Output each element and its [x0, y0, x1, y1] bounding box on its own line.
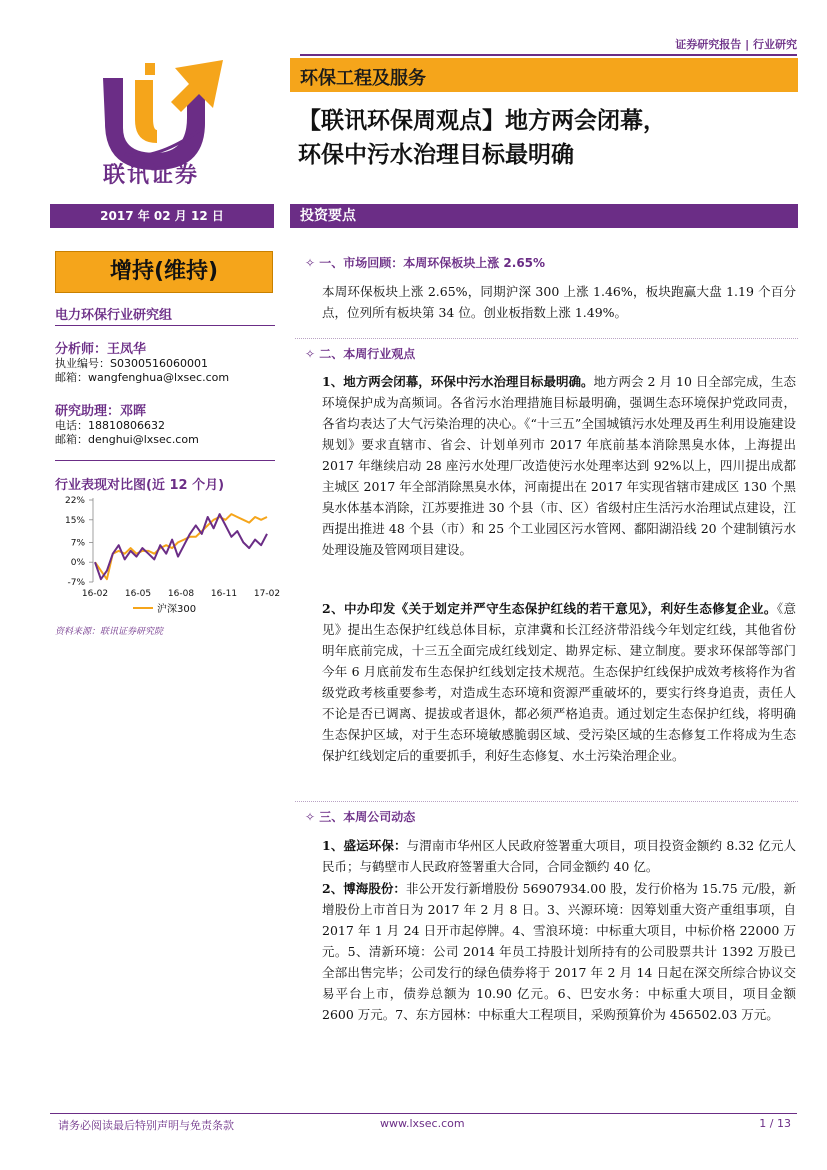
title-line-2: 环保中污水治理目标最明确 — [298, 142, 574, 168]
series-line-sector — [95, 514, 267, 579]
assistant-email[interactable]: 邮箱：denghui@lxsec.com — [55, 433, 199, 446]
section-3-paragraph-2 — [322, 878, 796, 1025]
x-tick-label: 17-02 — [253, 589, 281, 599]
section-2-point-2-text: 《意见》提出生态保护红线总体目标，京津冀和长江经济带沿线今年划定红线，其他省份明年底前完成，十三五全面完成红线划定、勘界定标、建立制度。要求环保部等部门今年 6 月底前发布生态保护红线划定技术规范。生态保护红线保护成效考核将作为省级党政考核重要参考，对造成生态环境和资源严重破坏的，要实行终身追责，责任人不论是否已调离、提拔或者退休，都必须严格追责。通过划定生态保护红线，将明确生态保护区域，对于生态环境敏感脆弱区域、受污染区域的生态修复工作将成为生态保护红线划定后的重要抓手，利好生态修复、水土污染治理企业。 — [322, 601, 796, 763]
section-3-heading: ✧ 三、本周公司动态 — [305, 810, 416, 824]
key-points-label: 投资要点 — [300, 208, 356, 224]
section-divider-2 — [295, 801, 798, 802]
footer-divider — [50, 1113, 797, 1114]
footer-website[interactable]: www.lxsec.com — [380, 1117, 465, 1130]
sector-banner — [290, 58, 798, 92]
chart-title: 行业表现对比图(近 12 个月) — [55, 478, 225, 493]
separator: | — [745, 38, 750, 51]
x-tick-label: 16-11 — [210, 589, 238, 599]
analyst-email[interactable]: 邮箱：wangfenghua@lxsec.com — [55, 371, 230, 384]
section-divider — [295, 338, 798, 339]
section-1-text: 本周环保板块上涨 2.65%，同期沪深 300 上涨 1.46%，板块跑赢大盘 1.19 个百分点，位列所有板块第 34 位。创业板指数上涨 1.49%。 — [322, 284, 796, 320]
chart-source: 资料来源：联讯证券研究院 — [55, 627, 164, 637]
section-3-item-2-title: 2、博海股份： — [322, 881, 406, 896]
x-tick-label: 16-08 — [167, 589, 195, 599]
section-3-paragraph-1 — [322, 835, 796, 877]
category: 行业研究 — [753, 38, 797, 51]
section-2-heading: ✧ 二、本周行业观点 — [305, 347, 416, 361]
assistant-phone: 电话：18810806632 — [55, 419, 165, 432]
x-tick-label: 16-02 — [81, 589, 109, 599]
legend-label-hs300: 沪深300 — [157, 604, 197, 615]
assistant-block — [55, 400, 199, 447]
y-tick-label: 15% — [64, 515, 85, 526]
research-team: 电力环保行业研究组 — [55, 308, 173, 323]
left-divider — [55, 325, 275, 326]
key-points-bar — [290, 204, 798, 228]
y-tick-label: 0% — [70, 558, 85, 569]
assistant-name: 研究助理：邓晖 — [55, 404, 147, 419]
y-tick-label: -7% — [67, 578, 85, 588]
section-1-paragraph — [322, 281, 796, 323]
section-3-item-2-text: 非公开发行新增股份 56907934.00 股，发行价格为 15.75 元/股，新增股份上市首日为 2017 年 2 月 8 日。3、兴源环境：因筹划重大资产重组事项，自 2017 年 1 月 24 日开市起停牌。4、雪浪环境：中标重大项目，中标价格 22000 万元。5、清新环境：公司 2014 年员工持股计划所持有的公司股票共计 1392 万股已全部出售完毕；公司发行的绿色债券将于 2017 年 2 月 14 日起在深交所综合协议交易平台上市，债券总额为 10.90 亿元。6、巴安水务：中标重大项目，项目金额 2600 万元。7、东方园林：中标重大工程项目，采购预算价为 456502.03 万元。 — [322, 881, 796, 1022]
analyst-name: 分析师：王凤华 — [55, 342, 147, 357]
section-1-heading: ✧ 一、市场回顾：本周环保板块上涨 2.65% — [305, 256, 546, 270]
performance-chart — [55, 492, 281, 620]
x-tick-label: 16-05 — [124, 589, 152, 599]
analyst-license: 执业编号：S0300516060001 — [55, 357, 208, 370]
section-2-point-1-title: 1、地方两会闭幕，环保中污水治理目标最明确。 — [322, 374, 594, 389]
section-2-paragraph-1 — [322, 371, 796, 560]
page-number: 1 / 13 — [759, 1117, 791, 1130]
section-2-point-1-text: 地方两会 2 月 10 日全部完成，生态环境保护成为高频词。各省污水治理措施目标最明确，强调生态环境保护党政同责，各省均表达了大气污染治理的决心。《“十三五”全国城镇污水处理及再生利用设施建设规划》要求直辖市、省会、计划单列市 2017 年底前基本消除黑臭水体，上海提出 2017 年继续启动 28 座污水处理厂改造使污水处理率达到 92%以上，四川提出成都主城区 2017 年全部消除黑臭水体，河南提出在 2017 年实现省辖市建成区 130 个黑臭水体基本消除，江苏要推进 30 个县（市、区）省级村庄生活污水治理试点建设，江西提出推进 48 个县（市）和 25 个工业园区污水管网、鄱阳湖沿线 20 个建制镇污水处理设施及管网项目建设。 — [322, 374, 796, 557]
title-line-1: 【联讯环保周观点】地方两会闭幕， — [298, 108, 666, 134]
analyst-block — [55, 338, 229, 385]
section-2-paragraph-2 — [322, 598, 796, 766]
report-type: 证券研究报告 — [675, 38, 742, 51]
footer-disclaimer[interactable]: 请务必阅读最后特别声明与免责条款 — [58, 1119, 234, 1132]
y-tick-label: 22% — [64, 496, 85, 506]
section-3-item-1-text: 与渭南市华州区人民政府签署重大项目，项目投资金额约 8.32 亿元人民币；与鹤壁市人民政府签署重大合同，合同金额约 40 亿。 — [322, 838, 796, 874]
series-line-hs300 — [95, 514, 267, 579]
sector-label: 环保工程及服务 — [300, 68, 426, 89]
report-category — [675, 36, 797, 52]
section-2-point-2-title: 2、中办印发《关于划定并严守生态保护红线的若干意见》，利好生态修复企业。 — [322, 601, 777, 616]
y-tick-label: 7% — [70, 538, 85, 549]
company-logo[interactable] — [95, 58, 235, 188]
report-date: 2017 年 02 月 12 日 — [50, 204, 274, 228]
left-divider-2 — [55, 460, 275, 461]
report-title — [298, 104, 808, 172]
header-divider — [300, 54, 797, 56]
logo-text: 联讯证券 — [103, 163, 200, 188]
section-3-item-1-title: 1、盛运环保： — [322, 838, 407, 853]
rating-badge: 增持(维持) — [55, 251, 273, 293]
